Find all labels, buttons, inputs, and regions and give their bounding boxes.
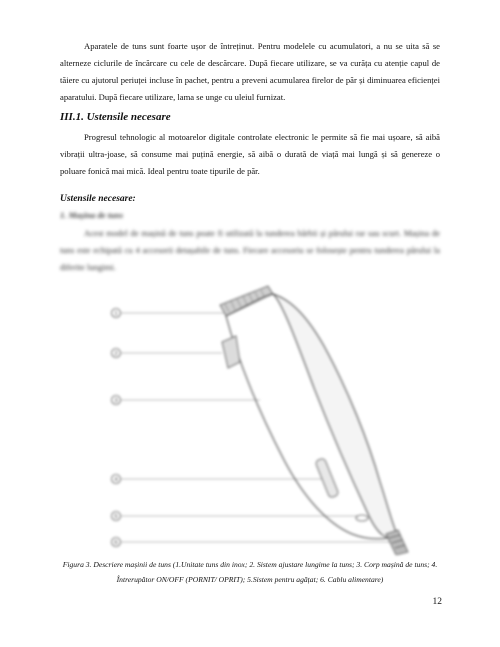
callout-3: 3	[114, 398, 118, 404]
figure-caption: Figura 3. Descriere mașinii de tuns (1.Unitate tuns din inox; 2. Sistem ajustare lungime la tuns; 3. Corp mașină de tuns; 4. Întrerupător ON/OFF (PORNIT/ OPRIT); 5.Sistem pentru agățat; 6. Cablu alimentare)	[62, 560, 438, 584]
hanging-ring	[356, 515, 368, 521]
power-cable	[386, 530, 408, 555]
intro-paragraph: Aparatele de tuns sunt foarte ușor de întreținut. Pentru modelele cu acumulatori, a nu se uita să se alterneze ciclurile de încărcare cu cele de descărcare. După fiecare utilizare, se va curăța cu atenție capul de tăiere cu ajutorul periuței incluse în pachet, pentru a preveni acumularea firelor de păr și diminuarea eficienței aparatului. După fiecare utilizare, lama se unge cu uleiul furnizat.	[60, 41, 440, 102]
callout-1: 1	[114, 311, 118, 317]
tools-subheading: Ustensile necesare:	[60, 194, 136, 204]
callout-2: 2	[114, 351, 118, 357]
callout-6: 6	[114, 540, 118, 546]
section-heading: III.1. Ustensile necesare	[60, 111, 171, 123]
blade-head	[220, 286, 273, 316]
power-switch	[315, 458, 339, 499]
callout-5: 5	[114, 514, 118, 520]
callout-circles	[112, 309, 121, 547]
blurred-subitem: 1. Mașina de tuns	[60, 210, 124, 220]
blurred-paragraph: Acest model de mașină de tuns poate fi utilizată la tunderea bărbii și părului rar sau scurt. Mașina de tuns este echipată cu 4 accesorii detașabile de tuns. Fiecare accesoriu se folosește pentru tunderea părului la diferite lungimi.	[60, 228, 440, 272]
hair-clipper-figure	[100, 280, 420, 555]
length-adjuster	[222, 336, 240, 368]
callout-4: 4	[114, 477, 118, 483]
section-paragraph: Progresul tehnologic al motoarelor digitale controlate electronic le permite să fie mai ușoare, să aibă vibrații ultra-joase, să consume mai puțină energie, să aibă o durată de viață mai lungă și să genereze o poluare fonică mai mică. Ideal pentru toate tipurile de păr.	[60, 132, 440, 176]
page-number: 12	[432, 597, 442, 607]
